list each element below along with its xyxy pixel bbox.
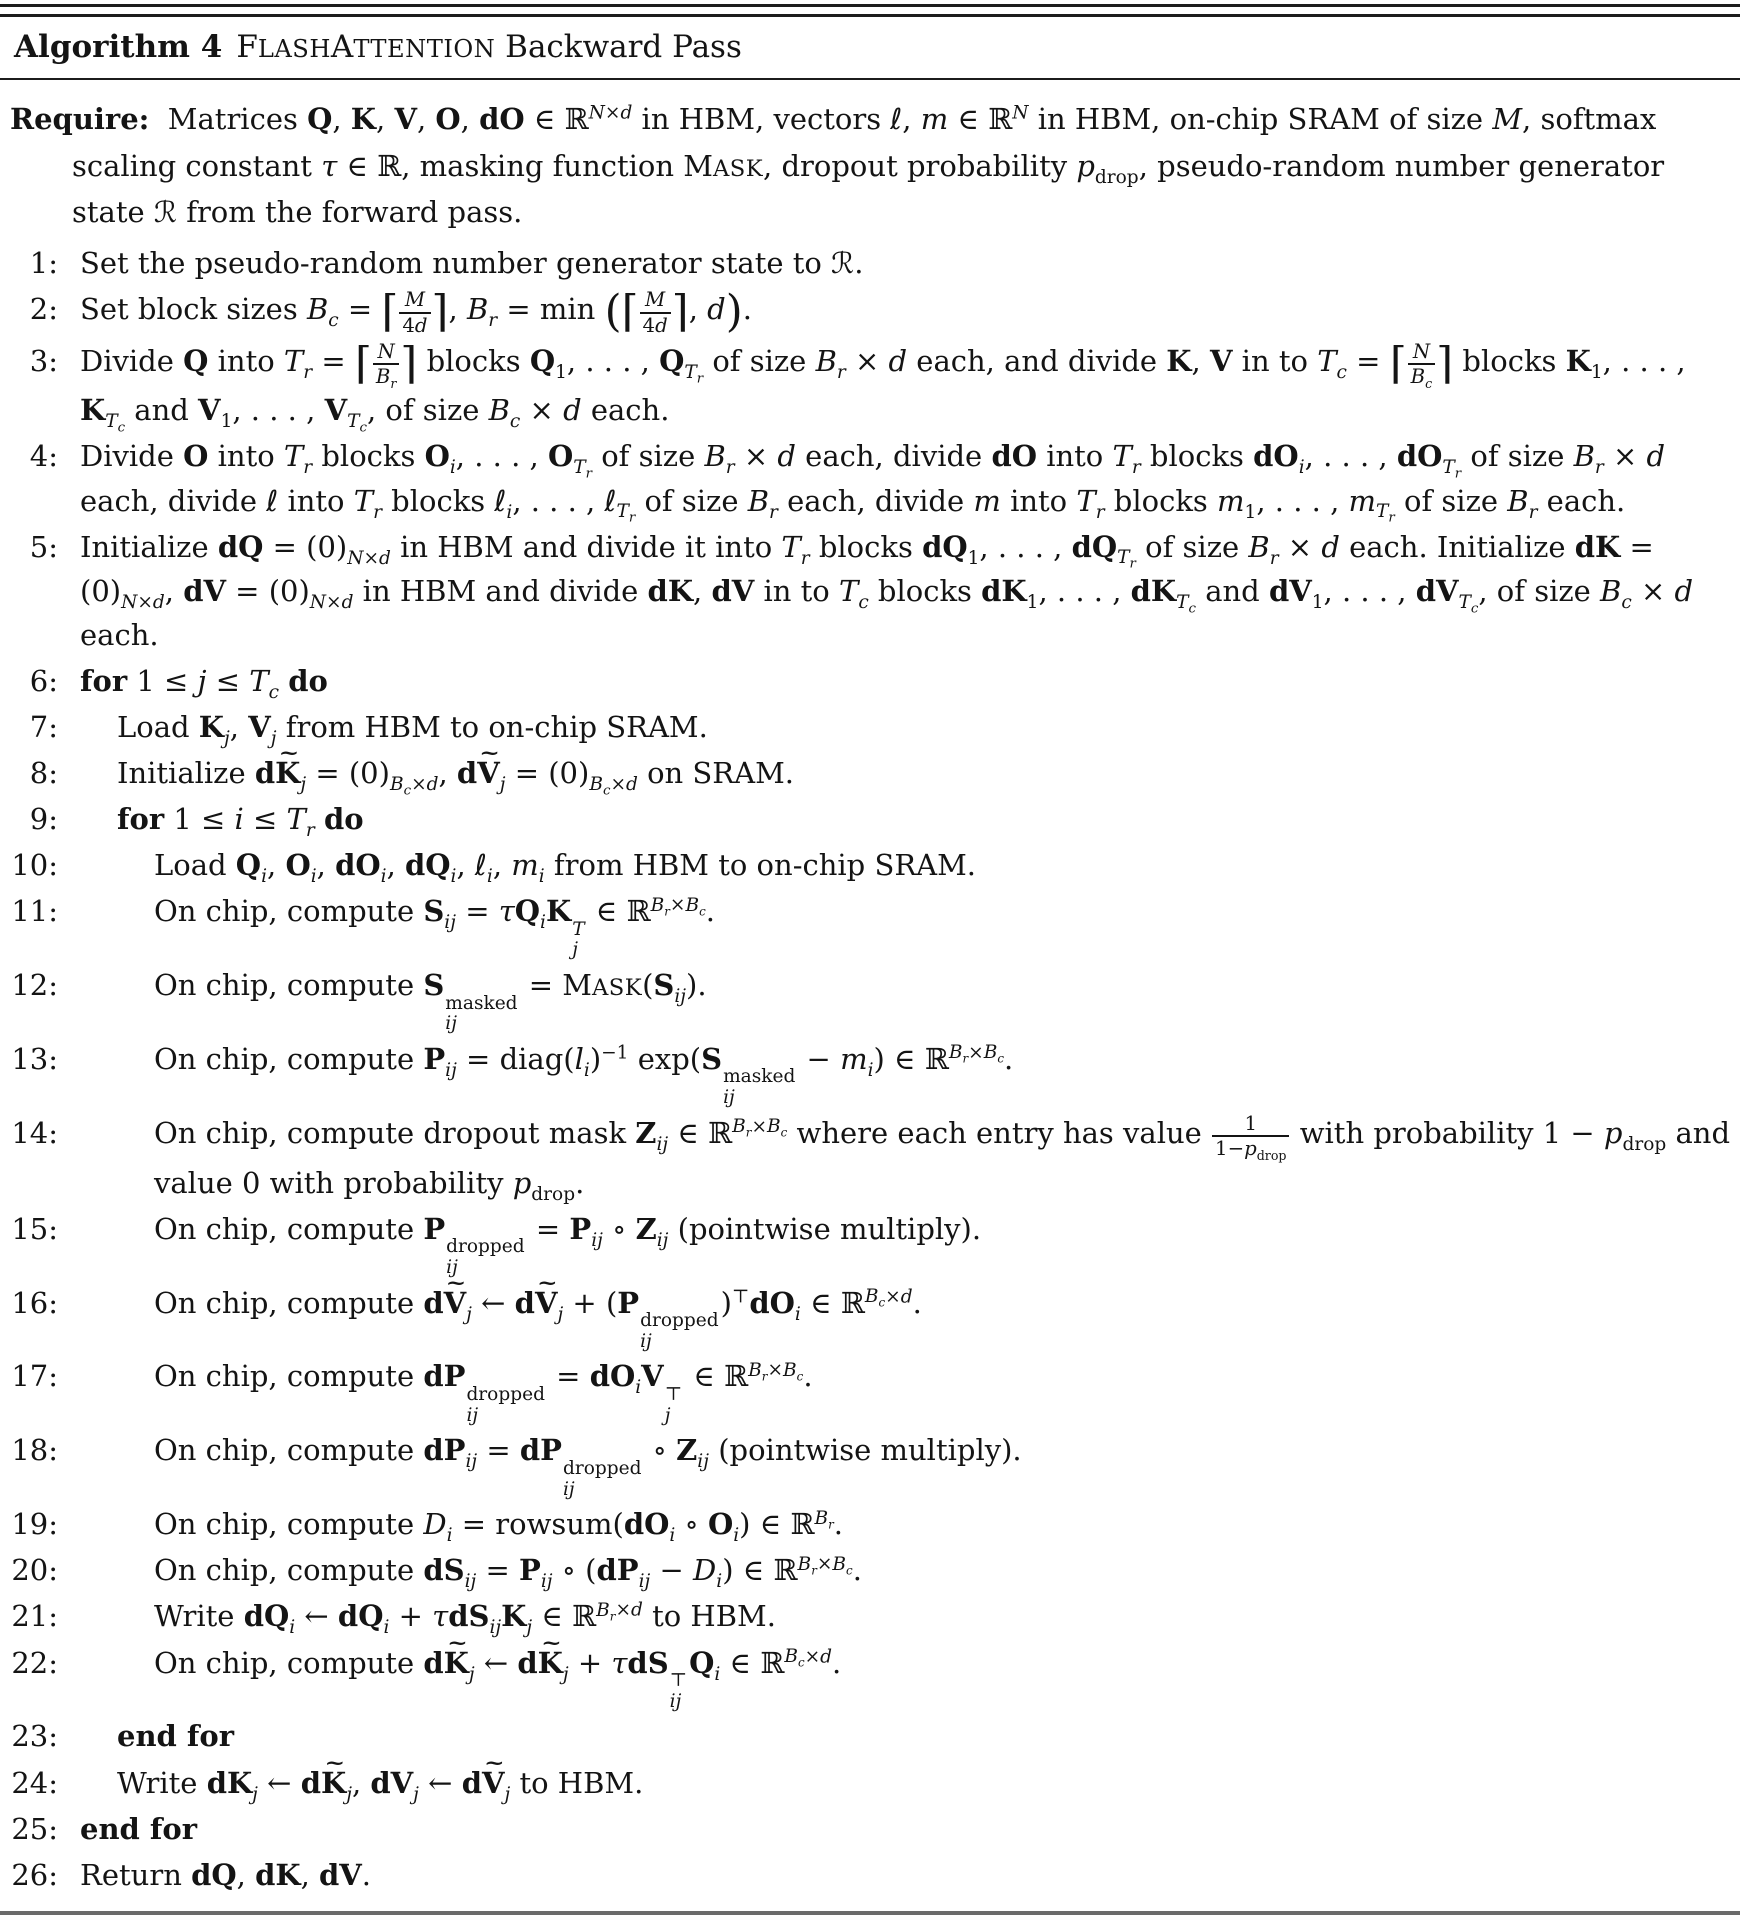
line-content: On chip, compute dP dropped ij = $dO_iV$ ⊤ j ∈ ℝ$^{B_r\times B_c}$.: [154, 1359, 813, 1426]
line-number: 23:: [11, 1719, 58, 1754]
algorithm-line-16: [10, 1281, 1732, 1353]
require-line: Require: Matrices Q, K, V, O, dO ∈ ℝ$^{N\times d}$ in HBM, vectors ℓ, m ∈ ℝ$^N$ in HBM, on-chip SRAM of size M, softmax scaling constant τ ∈ ℝ, masking function MASK, dropout probability $p_{drop}$, pseudo-random number generator state ℛ from the forward pass.: [10, 102, 1665, 229]
algorithm-line-3: [10, 338, 1732, 436]
line-number: 20:: [11, 1553, 58, 1588]
algorithm-line-12: [10, 963, 1732, 1035]
line-number: 26:: [11, 1857, 58, 1892]
line-content: Return dQ, dK, dV.: [80, 1857, 371, 1892]
line-content: Write $dQ_i$ ← $dQ_i + \tau dS_{ij}K_j$ ∈ ℝ$^{B_r\times d}$ to HBM.: [154, 1599, 776, 1639]
line-content: Write $dK_j$ ← dK $\sim_j$, $dV_j$ ← dV $\sim_j$ to HBM.: [80, 1761, 1732, 1805]
algorithm-line-11: [10, 889, 1732, 961]
line-number: 21:: [11, 1599, 58, 1634]
line-number: 24:: [11, 1765, 58, 1800]
algorithm-line-10: [10, 843, 1732, 887]
algorithm-line-4: [10, 434, 1732, 527]
rule-gap: [0, 7, 1740, 14]
algorithm-line-13: [10, 1037, 1732, 1109]
line-number: 4:: [29, 439, 58, 474]
line-number: 22:: [11, 1645, 58, 1680]
algorithm-caption: [0, 17, 1740, 78]
line-number: 8:: [29, 756, 58, 791]
line-content: On chip, compute P dropped ij = $P_{ij}$ ∘ $Z_{ij}$ (pointwise multiply).: [154, 1211, 982, 1278]
line-number: 5:: [29, 529, 58, 564]
line-number: 3:: [29, 343, 58, 378]
line-number: 9:: [29, 802, 58, 837]
line-content: On chip, compute dK $\sim_j$ ← dK $\sim_j + \tau dS$ ⊤ ij $Q_i$ ∈ ℝ$^{B_c\times d}$.: [80, 1641, 1732, 1713]
algorithm-line-14: [10, 1111, 1732, 1205]
line-content: Divide O into $T_r$ blocks $O_i$, . . . , $O_{T_r}$ of size $B_r \times d$ each, divide dO into $T_r$ blocks $dO_i$, . . . , $dO_{T_r}$ of size $B_r \times d$ each, divide ℓ into $T_r$ blocks ℓ$_i$, . . . , ℓ$_{T_r}$ of size $B_r$ each, divide m into $T_r$ blocks $m_1$, . . . , $m_{T_r}$ of size $B_r$ each.: [80, 439, 1666, 527]
algorithm-line-15: [10, 1207, 1732, 1279]
algorithm-line-25: [10, 1807, 1732, 1851]
algorithm-line-24: [10, 1761, 1732, 1805]
line-number: 6:: [29, 663, 58, 698]
algorithm-line-26: [10, 1853, 1732, 1897]
line-content: Initialize dQ = $(0)_{N\times d}$ in HBM and divide it into $T_r$ blocks $dQ_1$, . . . , $dQ_{T_r}$ of size $B_r \times d$ each. Initialize dK = $(0)_{N\times d}$, dV = $(0)_{N\times d}$ in HBM and divide dK, dV in to $T_c$ blocks $dK_1$, . . . , $dK_{T_c}$ and $dV_1$, . . . , $dV_{T_c}$, of size $B_c \times d$ each.: [80, 529, 1694, 652]
line-number: 14:: [11, 1116, 58, 1151]
line-content: end for: [117, 1719, 235, 1754]
algorithm-line-20: [10, 1548, 1732, 1592]
algorithm-line-21: [10, 1594, 1732, 1638]
algorithm-line-2: [10, 287, 1732, 336]
line-content: On chip, compute dropout mask $Z_{ij}$ ∈ ℝ$^{B_r\times B_c}$ where each entry has value 1 $1-p_{drop}$ with probability $1 - p_{drop}$ and value 0 with probability $p_{drop}$.: [154, 1111, 1731, 1205]
algorithm-line-7: [10, 705, 1732, 749]
line-number: 18:: [11, 1433, 58, 1468]
line-content: Load $Q_i$, $O_i$, $dO_i$, $dQ_i$, ℓ$_i$, $m_i$ from HBM to on-chip SRAM.: [154, 848, 977, 887]
line-content: On chip, compute dV $\sim_j$ ← dV $\sim_j + (P$ dropped ij )$^⊤dO_i$ ∈ ℝ$^{B_c\times d}$.: [80, 1281, 1732, 1353]
line-number: 13:: [11, 1042, 58, 1077]
line-number: 19:: [11, 1507, 58, 1542]
line-content: On chip, compute $dP_{ij}$ = dP dropped ij ∘ $Z_{ij}$ (pointwise multiply).: [154, 1433, 1022, 1500]
algorithm-line-5: [10, 525, 1732, 657]
algorithm-title: FLASHATTENTION Backward Pass: [236, 29, 742, 65]
line-number: 12:: [11, 968, 58, 1003]
line-number: 7:: [29, 709, 58, 744]
line-content: On chip, compute $S_{ij} = \tau Q_iK$ T j ∈ ℝ$^{B_r\times B_c}$.: [154, 894, 715, 961]
algorithm-lines: [10, 241, 1732, 1896]
line-content: Set block sizes $B_c$ = ⌈ $\frac{M}{4d}$ ⌉, $B_r = \min$ (⌈ $\frac{M}{4d}$ ⌉, d).: [80, 287, 752, 338]
line-content: Divide Q into $T_r$ = ⌈ $\frac{N}{B_r}$ ⌉ blocks $Q_1$, . . . , $Q_{T_r}$ of size $B_r \times d$ each, and divide K, V in to $T_c$ = ⌈ $\frac{N}{B_c}$ ⌉ blocks $K_1$, . . . , $K_{T_c}$ and $V_1$, . . . , $V_{T_c}$, of size $B_c \times d$ each.: [80, 338, 1686, 436]
line-number: 10:: [11, 848, 58, 883]
line-number: 2:: [29, 292, 58, 327]
line-content: Initialize dK $\sim_j = (0)_{B_c\times d}$, dV $\sim_j = (0)_{B_c\times d}$ on SRAM.: [80, 751, 1732, 795]
line-number: 15:: [11, 1211, 58, 1246]
line-number: 11:: [11, 894, 58, 929]
line-content: Load $K_j$, $V_j$ from HBM to on-chip SRAM.: [117, 709, 708, 749]
line-number: 25:: [11, 1811, 58, 1846]
algorithm-line-6: [10, 659, 1732, 703]
algorithm-line-22: [10, 1641, 1732, 1713]
bottom-rule: [0, 1911, 1740, 1915]
algorithm-body: [0, 80, 1740, 1897]
line-number: 17:: [11, 1359, 58, 1394]
algorithm-line-9: [10, 797, 1732, 841]
line-content: for $1 \le j \le T_c$ do: [80, 663, 328, 703]
algorithm-line-18: [10, 1428, 1732, 1500]
algorithm-line-1: [10, 241, 1732, 285]
algorithm-label: Algorithm 4: [14, 29, 223, 65]
algorithm-line-19: [10, 1502, 1732, 1546]
line-content: Set the pseudo-random number generator state to ℛ.: [80, 246, 864, 281]
algorithm-line-23: [10, 1714, 1732, 1758]
line-content: On chip, compute $P_{ij}$ = $diag(l_i)^{-1}$ exp(S masked ij − $m_i$) ∈ ℝ$^{B_r\times B_c}$.: [154, 1042, 1014, 1109]
line-number: 1:: [29, 246, 58, 281]
line-content: On chip, compute $dS_{ij} = P_{ij}$ ∘ $(dP_{ij} - D_i)$ ∈ ℝ$^{B_r\times B_c}$.: [154, 1553, 862, 1593]
algorithm-line-8: [10, 751, 1732, 799]
line-number: 16:: [11, 1285, 58, 1320]
line-content: On chip, compute S masked ij = $MASK(S_{ij})$.: [154, 968, 707, 1035]
algorithm-line-17: [10, 1354, 1732, 1426]
line-content: for $1 \le i \le T_r$ do: [117, 802, 364, 841]
line-content: end for: [80, 1811, 198, 1846]
line-content: On chip, compute $D_i$ = $rowsum(dO_i$ ∘ $O_i$) ∈ ℝ$^{B_r}$.: [154, 1507, 844, 1547]
